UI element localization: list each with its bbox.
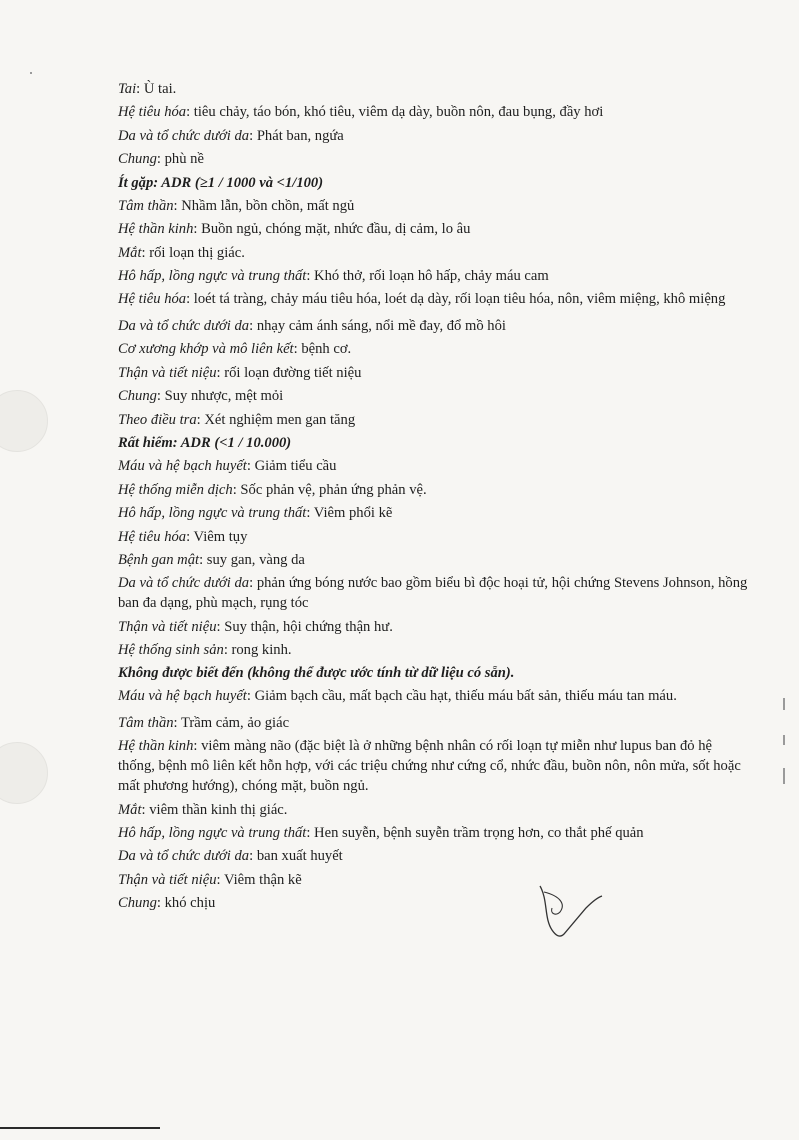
document-body xyxy=(118,78,748,916)
label-colon: : xyxy=(249,574,254,591)
organ-class-label: Hệ tiêu hóa xyxy=(118,290,187,307)
organ-class-label: Hệ thống sinh sản xyxy=(118,641,224,658)
label-colon: : xyxy=(216,618,221,635)
organ-class-label: Hệ tiêu hóa xyxy=(118,528,187,545)
reaction-text: Ù tai. xyxy=(140,81,177,97)
adr-entry xyxy=(118,502,748,525)
reaction-text: Hen suyễn, bệnh suyễn trầm trọng hơn, co thắt phế quản xyxy=(310,824,644,841)
label-colon: : xyxy=(293,341,298,358)
label-colon: : xyxy=(216,364,221,381)
adr-entry xyxy=(118,869,748,892)
adr-entry xyxy=(118,242,748,265)
adr-entry xyxy=(118,265,748,288)
organ-class-label: Chung xyxy=(118,151,157,168)
adr-entry xyxy=(118,736,748,799)
adr-entry xyxy=(118,218,748,241)
adr-entry xyxy=(118,385,748,408)
reaction-text: khó chịu xyxy=(160,895,216,912)
reaction-text: Viêm thận kẽ xyxy=(220,871,302,888)
adr-entry xyxy=(118,845,748,868)
organ-class-label: Hô hấp, lồng ngực và trung thất xyxy=(118,268,307,285)
label-colon: : xyxy=(193,737,198,754)
label-colon: : xyxy=(246,687,251,704)
edge-mark xyxy=(783,698,785,710)
adr-entry xyxy=(118,362,748,385)
organ-class-label: Hệ thống miễn dịch xyxy=(118,481,233,498)
label-colon: : xyxy=(156,388,161,405)
adr-entry xyxy=(118,101,748,124)
label-colon: : xyxy=(249,848,254,865)
reaction-text: Xét nghiệm men gan tăng xyxy=(200,411,356,428)
organ-class-label: Da và tổ chức dưới da xyxy=(118,848,250,865)
section-heading-text: Rất hiếm: ADR (<1 / 10.000) xyxy=(118,435,292,452)
organ-class-label: Hệ thần kinh xyxy=(118,737,194,754)
organ-class-label: Mắt xyxy=(118,244,142,261)
label-colon: : xyxy=(246,458,251,475)
reaction-text: Trầm cảm, ảo giác xyxy=(177,715,290,732)
punch-hole-lower xyxy=(0,742,48,804)
organ-class-label: Cơ xương khớp và mô liên kết xyxy=(118,341,294,358)
label-colon: : xyxy=(306,505,311,522)
reaction-text: Khó thở, rối loạn hô hấp, chảy máu cam xyxy=(310,268,549,285)
reaction-text: Giảm tiểu cầu xyxy=(250,458,337,475)
reaction-text: Sốc phản vệ, phản ứng phản vệ. xyxy=(236,481,427,498)
organ-class-label: Chung xyxy=(118,895,157,912)
organ-class-label: Da và tổ chức dưới da xyxy=(118,127,250,144)
section-heading-text: Không được biết đến (không thể được ước tính từ dữ liệu có sẵn). xyxy=(118,665,515,682)
organ-class-label: Thận và tiết niệu xyxy=(118,364,217,381)
label-colon: : xyxy=(306,268,311,285)
reaction-text: ban xuất huyết xyxy=(253,848,343,865)
reaction-text: viêm màng não (đặc biệt là ở những bệnh nhân có rối loạn tự miễn như lupus ban đỏ hệ thống, bệnh mô liên kết hỗn hợp, với các triệu chứng như cứng cổ, nhức đầu, buồn nôn, nôn mửa, sốt hoặc mất phương hướng), chóng mặt, buồn ngủ. xyxy=(118,737,741,794)
reaction-text: Buồn ngủ, chóng mặt, nhức đầu, dị cảm, lo âu xyxy=(197,221,471,238)
reaction-text: loét tá tràng, chảy máu tiêu hóa, loét dạ dày, rối loạn tiêu hóa, nôn, viêm miệng, khô miệng xyxy=(190,290,726,307)
adr-entry xyxy=(118,573,748,616)
label-colon: : xyxy=(173,198,178,215)
reaction-text: nhạy cảm ánh sáng, nổi mề đay, đổ mồ hôi xyxy=(253,318,506,335)
reaction-text: Nhầm lẫn, bồn chồn, mất ngủ xyxy=(177,198,355,215)
adr-entry xyxy=(118,616,748,639)
label-colon: : xyxy=(156,151,161,168)
label-colon: : xyxy=(136,81,141,97)
organ-class-label: Da và tổ chức dưới da xyxy=(118,318,250,335)
organ-class-label: Tâm thần xyxy=(118,198,174,215)
adr-entry xyxy=(118,289,748,315)
section-heading xyxy=(118,172,748,195)
punch-hole-upper xyxy=(0,390,48,452)
label-colon: : xyxy=(216,871,221,888)
organ-class-label: Thận và tiết niệu xyxy=(118,618,217,635)
adr-entry xyxy=(118,479,748,502)
adr-entry xyxy=(118,822,748,845)
section-heading-text: Ít gặp: ADR (≥1 / 1000 và <1/100) xyxy=(118,174,324,191)
edge-mark xyxy=(783,768,785,784)
adr-entry xyxy=(118,526,748,549)
label-colon: : xyxy=(199,552,204,569)
edge-mark xyxy=(30,72,32,74)
bottom-rule xyxy=(0,1127,160,1129)
signature-mark xyxy=(530,878,620,948)
reaction-text: phù nề xyxy=(160,151,204,168)
organ-class-label: Theo điều tra xyxy=(118,411,197,428)
reaction-text: viêm thần kinh thị giác. xyxy=(145,801,288,818)
adr-entry xyxy=(118,409,748,432)
label-colon: : xyxy=(196,411,201,428)
label-colon: : xyxy=(186,104,191,121)
adr-entry xyxy=(118,712,748,735)
organ-class-label: Thận và tiết niệu xyxy=(118,871,217,888)
label-colon: : xyxy=(306,824,311,841)
label-colon: : xyxy=(186,528,191,545)
organ-class-label: Hệ thần kinh xyxy=(118,221,194,238)
organ-class-label: Mắt xyxy=(118,801,142,818)
label-colon: : xyxy=(141,244,146,261)
section-heading xyxy=(118,662,748,685)
organ-class-label: Hô hấp, lồng ngực và trung thất xyxy=(118,505,307,522)
adr-entry xyxy=(118,148,748,171)
edge-mark xyxy=(783,735,785,745)
organ-class-label: Bệnh gan mật xyxy=(118,552,200,569)
reaction-text: Phát ban, ngứa xyxy=(253,127,344,144)
adr-entry xyxy=(118,125,748,148)
label-colon: : xyxy=(186,290,191,307)
organ-class-label: Da và tổ chức dưới da xyxy=(118,574,250,591)
label-colon: : xyxy=(223,641,228,658)
adr-entry xyxy=(118,892,748,915)
reaction-text: phản ứng bóng nước bao gồm biểu bì độc hoại tử, hội chứng Stevens Johnson, hồng ban đa dạng, phù mạch, rụng tóc xyxy=(118,574,748,611)
organ-class-label: Máu và hệ bạch huyết xyxy=(118,458,247,475)
adr-entry xyxy=(118,78,748,101)
label-colon: : xyxy=(141,801,146,818)
adr-entry xyxy=(118,195,748,218)
reaction-text: Giảm bạch cầu, mất bạch cầu hạt, thiếu máu bất sản, thiếu máu tan máu. xyxy=(250,687,677,704)
reaction-text: bệnh cơ. xyxy=(297,341,352,358)
label-colon: : xyxy=(249,318,254,335)
section-heading xyxy=(118,432,748,455)
adr-entry xyxy=(118,549,748,572)
label-colon: : xyxy=(232,481,237,498)
reaction-text: rong kinh. xyxy=(227,641,292,658)
adr-entry xyxy=(118,455,748,478)
reaction-text: suy gan, vàng da xyxy=(203,552,305,569)
adr-entry xyxy=(118,315,748,338)
label-colon: : xyxy=(193,221,198,238)
reaction-text: Viêm phổi kẽ xyxy=(310,505,393,522)
organ-class-label: Chung xyxy=(118,388,157,405)
label-colon: : xyxy=(249,127,254,144)
reaction-text: Viêm tụy xyxy=(190,528,248,545)
adr-entry xyxy=(118,338,748,361)
label-colon: : xyxy=(156,895,161,912)
reaction-text: rối loạn đường tiết niệu xyxy=(220,364,362,381)
organ-class-label: Máu và hệ bạch huyết xyxy=(118,687,247,704)
organ-class-label: Tâm thần xyxy=(118,715,174,732)
organ-class-label: Hệ tiêu hóa xyxy=(118,104,187,121)
reaction-text: Suy thận, hội chứng thận hư. xyxy=(220,618,393,635)
adr-entry xyxy=(118,799,748,822)
label-colon: : xyxy=(173,715,178,732)
reaction-text: tiêu chảy, táo bón, khó tiêu, viêm dạ dày, buồn nôn, đau bụng, đầy hơi xyxy=(190,104,604,121)
organ-class-label: Hô hấp, lồng ngực và trung thất xyxy=(118,824,307,841)
organ-class-label: Tai xyxy=(118,81,137,97)
adr-entry xyxy=(118,686,748,712)
reaction-text: rối loạn thị giác. xyxy=(145,244,245,261)
reaction-text: Suy nhược, mệt mỏi xyxy=(160,388,284,405)
adr-entry xyxy=(118,639,748,662)
